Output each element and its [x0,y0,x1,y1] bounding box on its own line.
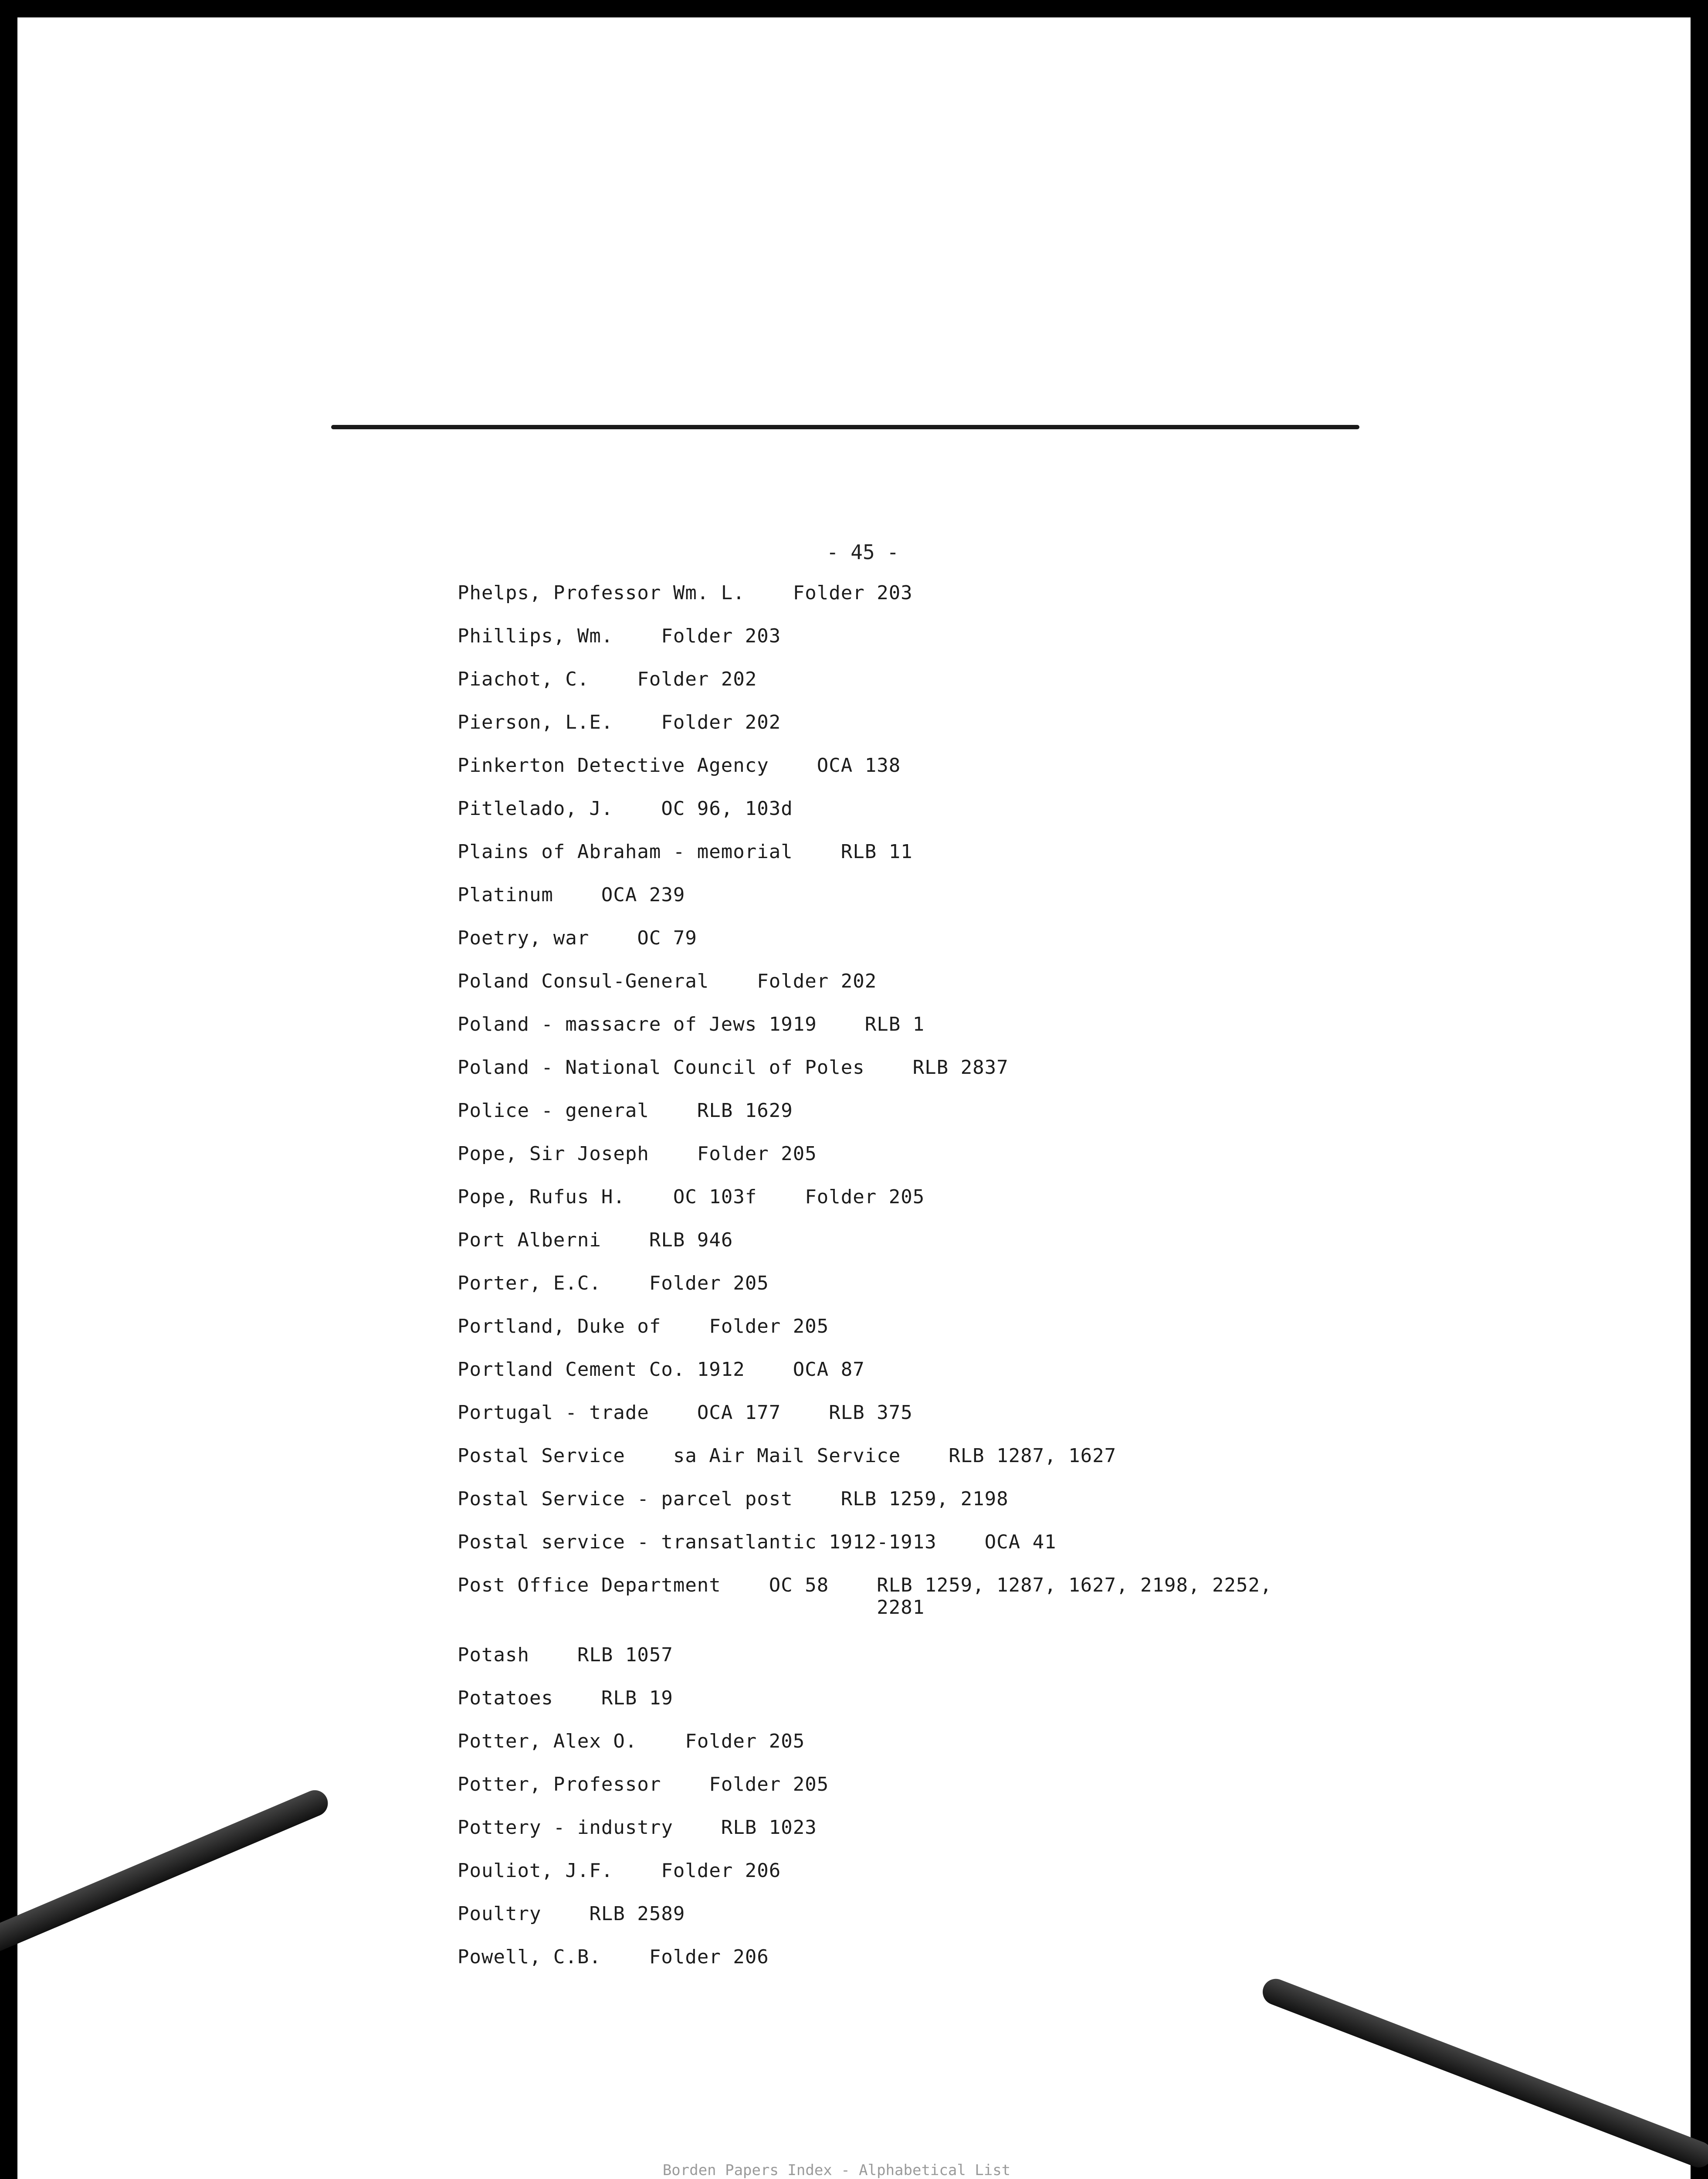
entry-name: Portugal - trade [458,1402,649,1424]
index-entry [458,1100,1416,1143]
index-entry [458,1272,1416,1315]
index-entry [458,1358,1416,1402]
index-entry [458,711,1416,754]
entry-reference: RLB 1259, 2198 [840,1488,1009,1510]
entry-name: Piachot, C. [458,668,590,690]
entry-reference: RLB 1057 [577,1644,673,1666]
entry-reference: RLB 11 [840,841,913,863]
index-entry [458,1143,1416,1186]
index-entry [458,1402,1416,1445]
entry-name: Poetry, war [458,927,590,949]
entry-name: Police - general [458,1100,649,1122]
entry-name: Postal service - transatlantic 1912-1913 [458,1531,937,1553]
index-entry [458,668,1416,711]
index-entry [458,1730,1416,1773]
page-number: - 45 - [826,540,899,564]
entry-name: Potatoes [458,1687,553,1709]
entry-name: Poland - massacre of Jews 1919 [458,1013,817,1035]
entry-name: Potter, Alex O. [458,1730,637,1752]
index-entry [458,1531,1416,1574]
index-entry [458,970,1416,1013]
entry-reference: Folder 202 [757,970,877,992]
index-entry [458,1013,1416,1056]
entry-name: Pinkerton Detective Agency [458,754,769,777]
entry-name: Poland Consul-General [458,970,709,992]
entry-reference: RLB 1 [864,1013,925,1035]
entry-name: Portland, Duke of [458,1315,661,1337]
entry-reference: RLB 19 [601,1687,673,1709]
index-entry [458,1186,1416,1229]
index-entry [458,884,1416,927]
entry-reference: RLB 1629 [697,1100,793,1122]
entry-reference: Folder 205 [709,1315,829,1337]
entry-name: Poultry [458,1903,542,1925]
index-entry [458,1860,1416,1903]
index-entry [458,927,1416,970]
entry-name: Pope, Sir Joseph [458,1143,649,1165]
entry-name: Port Alberni [458,1229,601,1251]
entry-reference: RLB 2589 [589,1903,685,1925]
entry-name: Platinum [458,884,553,906]
entry-name: Portland Cement Co. 1912 [458,1358,745,1381]
entry-name: Phillips, Wm. [458,625,613,647]
entry-name: Porter, E.C. [458,1272,601,1294]
entry-reference: OC 58 [769,1574,829,1596]
index-entry [458,798,1416,841]
index-entry [458,625,1416,668]
entry-reference: OC 79 [637,927,697,949]
entry-reference: RLB 1023 [721,1816,817,1839]
entry-reference: sa Air Mail Service [673,1445,901,1467]
index-entry [458,1315,1416,1358]
entry-reference: OCA 239 [601,884,685,906]
entry-name: Poland - National Council of Poles [458,1056,865,1079]
entry-reference: OCA 41 [984,1531,1057,1553]
entry-reference: OCA 177 [697,1402,781,1424]
entry-name: Powell, C.B. [458,1946,601,1968]
entry-reference: OCA 87 [793,1358,865,1381]
index-entry [458,841,1416,884]
entry-name: Plains of Abraham - memorial [458,841,793,863]
entry-name: Pope, Rufus H. [458,1186,625,1208]
entry-reference-secondary: RLB 375 [829,1402,913,1424]
index-entry [458,1773,1416,1816]
index-entry [458,1229,1416,1272]
entry-reference: Folder 203 [793,582,913,604]
entry-reference-secondary: RLB 1287, 1627 [949,1445,1117,1467]
entry-reference: Folder 205 [697,1143,817,1165]
rule-line [331,425,1359,429]
entry-reference: OC 96, 103d [661,798,793,820]
entry-reference: Folder 202 [661,711,781,733]
entry-reference: Folder 205 [709,1773,829,1795]
index-entry [458,1816,1416,1860]
entry-reference: OCA 138 [817,754,901,777]
index-caption: Borden Papers Index - Alphabetical List [662,2162,1011,2179]
entry-reference-secondary: Folder 205 [805,1186,925,1208]
entry-name: Potash [458,1644,529,1666]
entry-name: Pierson, L.E. [458,711,613,733]
entry-name: Pouliot, J.F. [458,1860,613,1882]
entry-reference: Folder 206 [649,1946,769,1968]
index-entry [458,1056,1416,1100]
entry-name: Potter, Professor [458,1773,661,1795]
entry-name: Phelps, Professor Wm. L. [458,582,745,604]
index-entry [458,754,1416,798]
entry-reference: Folder 202 [637,668,757,690]
index-entry [458,1903,1416,1946]
entry-reference: Folder 206 [661,1860,781,1882]
entry-reference: OC 103f [673,1186,757,1208]
entry-name: Pitlelado, J. [458,798,613,820]
entry-name: Post Office Department [458,1574,721,1596]
index-entry [458,582,1416,625]
entry-name: Postal Service [458,1445,625,1467]
entry-name: Pottery - industry [458,1816,673,1839]
entry-reference: Folder 203 [661,625,781,647]
entry-reference: RLB 946 [649,1229,733,1251]
index-entry [458,1687,1416,1730]
index-entry [458,1574,1416,1644]
entry-reference-secondary: RLB 1259, 1287, 1627, 2198, 2252, 2281 [877,1574,1272,1619]
index-entry [458,1445,1416,1488]
index-list [458,582,1416,1989]
entry-reference: Folder 205 [649,1272,769,1294]
index-entry [458,1488,1416,1531]
entry-name: Postal Service - parcel post [458,1488,793,1510]
entry-reference: RLB 2837 [912,1056,1009,1079]
index-entry [458,1644,1416,1687]
entry-reference: Folder 205 [685,1730,805,1752]
